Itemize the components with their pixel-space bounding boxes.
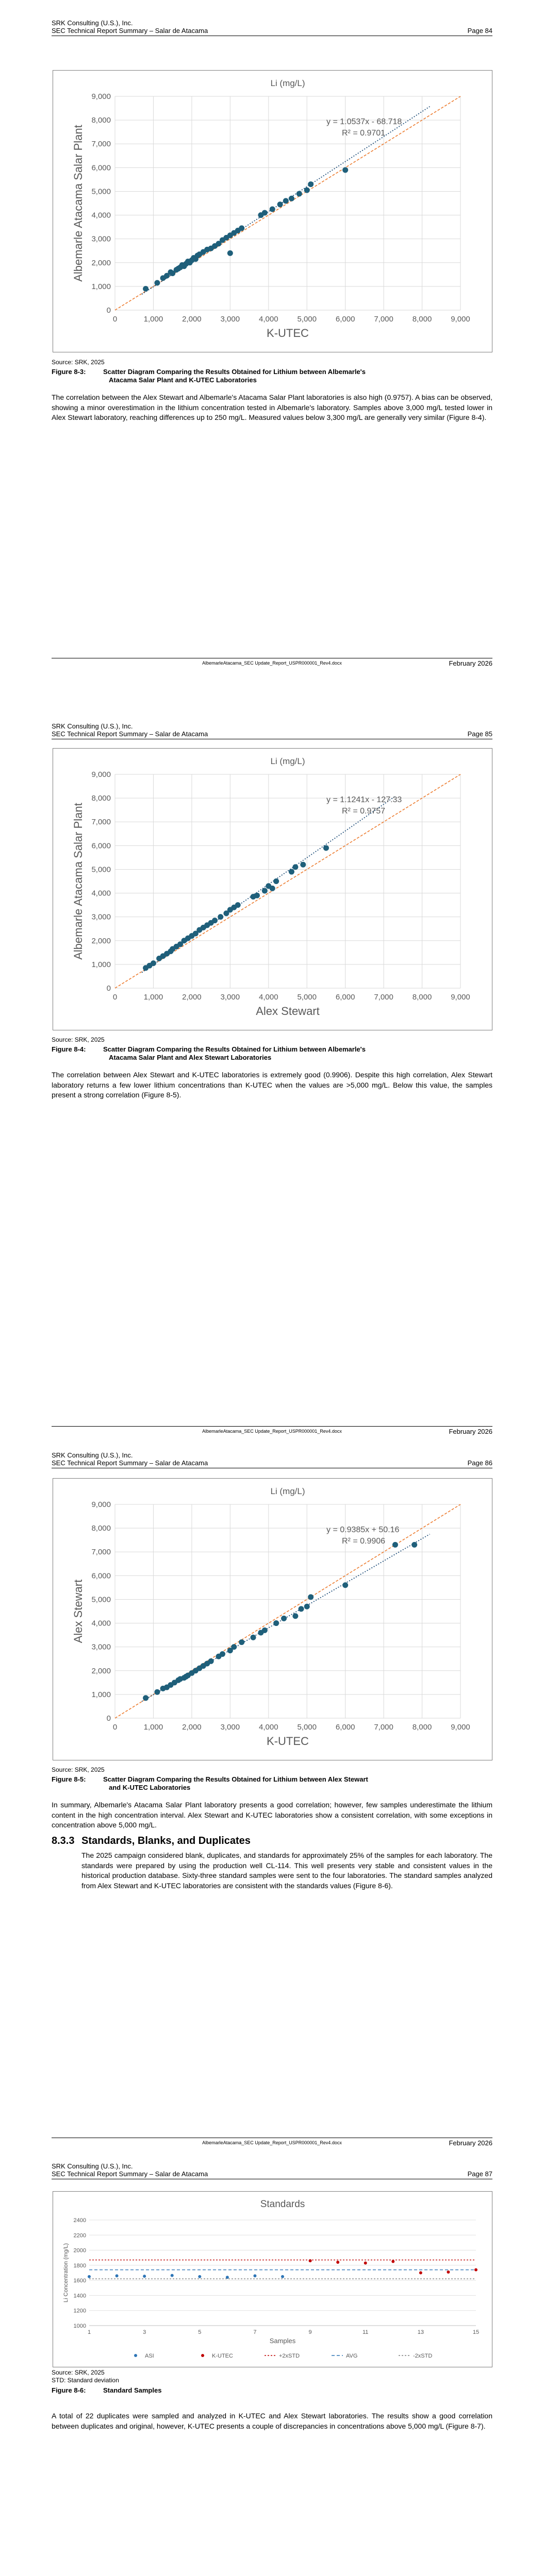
- x-tick-label: 4,000: [259, 1723, 278, 1732]
- data-point: [281, 1616, 287, 1621]
- y-tick-label: 6,000: [91, 841, 111, 851]
- data-point: [220, 1651, 225, 1657]
- chart-title: Li (mg/L): [270, 756, 305, 766]
- company-name: SRK Consulting (U.S.), Inc.: [52, 19, 133, 27]
- x-tick-label: 2,000: [182, 993, 202, 1002]
- data-point: [277, 201, 283, 207]
- y-tick-label: 5,000: [91, 1595, 111, 1604]
- figure-caption: [52, 368, 492, 384]
- legend-label: K-UTEC: [212, 2353, 233, 2359]
- x-tick-label: 15: [472, 2329, 480, 2335]
- x-tick-label: 7,000: [374, 1723, 393, 1732]
- data-point-asi: [226, 2276, 229, 2279]
- r-squared-label: R² = 0.9701: [342, 129, 386, 138]
- y-axis-title: Albemarle Atacama Salar Plant: [72, 803, 85, 960]
- y-tick-label: 3,000: [91, 234, 111, 244]
- y-tick-label: 1,000: [91, 1690, 111, 1699]
- caption-number: Figure 8-3:: [52, 368, 86, 376]
- y-tick-label: 2200: [73, 2232, 86, 2239]
- data-point: [342, 167, 348, 173]
- data-point: [218, 914, 223, 920]
- company-name: SRK Consulting (U.S.), Inc.: [52, 722, 133, 730]
- caption-line-1: Scatter Diagram Comparing the Results Obtained for Lithium between Alex Stewart: [103, 1775, 368, 1783]
- data-point: [292, 864, 298, 870]
- x-tick-label: 7,000: [374, 993, 393, 1002]
- y-tick-label: 7,000: [91, 1548, 111, 1557]
- body-paragraph: In summary, Albemarle's Atacama Salar Plant laboratory presents a good correlation; however, few samples underestimate the lithium content in the high concentration interval. Alex Stewart and K-UTEC laboratories show a consistent correlation, with some exceptions in concentration above 5,000 mg/L.: [52, 1801, 492, 1829]
- caption-line-1: Scatter Diagram Comparing the Results Obtained for Lithium between Albemarle's: [103, 368, 366, 376]
- x-tick-label: 4,000: [259, 993, 278, 1002]
- data-point: [273, 1620, 279, 1626]
- data-point: [283, 198, 289, 204]
- chart-title: Li (mg/L): [270, 78, 305, 88]
- y-tick-label: 8,000: [91, 116, 111, 125]
- data-point-asi: [253, 2274, 256, 2277]
- x-tick-label: 6,000: [335, 315, 355, 324]
- x-tick-label: 2,000: [182, 1723, 202, 1732]
- data-point-kutec: [474, 2268, 477, 2272]
- x-tick-label: 9,000: [451, 315, 470, 324]
- page-header: [52, 722, 492, 738]
- page-number: Page 84: [467, 27, 492, 35]
- y-tick-label: 2,000: [91, 936, 111, 945]
- x-tick-label: 9: [308, 2329, 312, 2335]
- caption-number: Figure 8-5:: [52, 1775, 86, 1783]
- data-point: [239, 1639, 244, 1645]
- page-number: Page 85: [467, 730, 492, 738]
- body-paragraph: A total of 22 duplicates were sampled and analyzed in K-UTEC and Alex Stewart laboratories. The results show a good correlation between duplicates and original, however, K-UTEC presents a couple of discrepancies in concentrations above 5,000 mg/L (Figure 8-7).: [52, 2412, 492, 2430]
- trendline-equation: y = 0.9385x + 50.16: [326, 1526, 400, 1534]
- x-tick-label: 1,000: [143, 993, 163, 1002]
- caption-line-2: Atacama Salar Plant and K-UTEC Laboratories: [109, 376, 257, 384]
- y-tick-label: 7,000: [91, 818, 111, 827]
- report-title: SEC Technical Report Summary – Salar de Atacama: [52, 1459, 208, 1467]
- legend-marker: [201, 2354, 204, 2357]
- y-tick-label: 1,000: [91, 960, 111, 969]
- y-tick-label: 1,000: [91, 282, 111, 291]
- x-tick-label: 0: [112, 993, 118, 1002]
- y-tick-label: 9,000: [91, 92, 111, 101]
- chart-figure-8-3: [53, 70, 492, 352]
- section-paragraph: The 2025 campaign considered blank, duplicates, and standards for approximately 25% of the samples for each laboratory. The standards were prepared by using the production well CL-114. This well presents very stable and consistent values in the historical production database. Sixty-three standard samples were sent to the four laboratories. The standard samples analyzed from Alex Stewart and K-UTEC laboratories are consistent with the standards values (Figure 8-6).: [81, 1851, 492, 1890]
- y-tick-label: 4,000: [91, 889, 111, 898]
- page-header: [52, 1451, 492, 1467]
- trendline-equation: y = 1.0537x - 68.718: [326, 117, 402, 126]
- chart-title: Standards: [260, 2199, 305, 2210]
- y-tick-label: 2,000: [91, 1666, 111, 1675]
- x-axis-title: Alex Stewart: [256, 1005, 320, 1018]
- x-tick-label: 5,000: [297, 993, 317, 1002]
- y-tick-label: 1200: [73, 2308, 86, 2314]
- x-tick-label: 5,000: [297, 1723, 317, 1732]
- legend-label: +2xSTD: [279, 2353, 300, 2359]
- footer-rule: [52, 1426, 492, 1427]
- body-paragraph: The correlation between Alex Stewart and K-UTEC laboratories is extremely good (0.9906). Despite this high correlation, Alex Stewart laboratory returns a few lower lithium concentrations than K-UTEC when the values are >5,000 mg/L. Below this value, the samples present a strong correlation (Figure 8-5).: [52, 1071, 492, 1099]
- company-name: SRK Consulting (U.S.), Inc.: [52, 2162, 133, 2170]
- data-point-kutec: [364, 2261, 367, 2264]
- x-tick-label: 4,000: [259, 315, 278, 324]
- y-tick-label: 1600: [73, 2278, 86, 2284]
- figure-source: Source: SRK, 2025: [52, 2369, 105, 2376]
- data-point: [304, 188, 310, 193]
- data-point: [154, 280, 160, 285]
- data-point: [289, 869, 294, 875]
- data-point: [299, 1606, 304, 1612]
- standards-line-chart: [53, 2192, 492, 2367]
- y-axis-title: Alex Stewart: [72, 1579, 85, 1643]
- data-point-asi: [281, 2275, 284, 2278]
- report-title: SEC Technical Report Summary – Salar de Atacama: [52, 730, 208, 738]
- data-point: [300, 862, 306, 868]
- data-point: [308, 1594, 314, 1600]
- r-squared-label: R² = 0.9757: [342, 807, 386, 816]
- data-point: [231, 1644, 237, 1650]
- data-point: [289, 196, 294, 201]
- data-point-asi: [116, 2274, 119, 2277]
- x-tick-label: 3,000: [220, 315, 240, 324]
- figure-note: STD: Standard deviation: [52, 2377, 119, 2384]
- footer-file: AlbemarleAtacama_SEC Update_Report_USPR000001_Rev4.docx: [202, 1429, 342, 1434]
- y-tick-label: 2,000: [91, 258, 111, 267]
- page-header: [52, 2162, 492, 2178]
- y-tick-label: 1400: [73, 2293, 86, 2299]
- caption-line-1: Scatter Diagram Comparing the Results Obtained for Lithium between Albemarle's: [103, 1045, 366, 1053]
- section-heading: [52, 1835, 251, 1847]
- footer-date: February 2026: [449, 659, 492, 667]
- y-tick-label: 8,000: [91, 1524, 111, 1533]
- y-tick-label: 3,000: [91, 1642, 111, 1652]
- chart-title: Li (mg/L): [270, 1486, 305, 1496]
- caption-line-2: and K-UTEC Laboratories: [109, 1784, 191, 1791]
- footer-date: February 2026: [449, 2139, 492, 2147]
- data-point: [212, 918, 218, 923]
- section-title: Standards, Blanks, and Duplicates: [81, 1835, 251, 1846]
- y-tick-label: 4,000: [91, 1619, 111, 1628]
- x-tick-label: 9,000: [451, 1723, 470, 1732]
- x-tick-label: 11: [362, 2329, 369, 2335]
- chart-figure-8-5: [53, 1478, 492, 1760]
- data-point-kutec: [447, 2270, 450, 2274]
- figure-caption: [52, 1775, 492, 1792]
- data-point: [262, 888, 268, 893]
- data-point: [342, 1582, 348, 1588]
- data-point: [323, 845, 329, 851]
- data-point: [143, 1695, 149, 1701]
- x-tick-label: 8,000: [412, 993, 432, 1002]
- x-axis-title: K-UTEC: [267, 1735, 309, 1748]
- legend-label: -2xSTD: [413, 2353, 433, 2359]
- y-tick-label: 2400: [73, 2217, 86, 2224]
- y-tick-label: 0: [106, 1714, 111, 1723]
- data-point-asi: [143, 2275, 146, 2278]
- x-axis-title: K-UTEC: [267, 327, 309, 340]
- page-number: Page 86: [467, 1459, 492, 1467]
- data-point: [270, 207, 275, 212]
- y-tick-label: 3,000: [91, 912, 111, 922]
- data-point: [254, 893, 260, 899]
- x-tick-label: 9,000: [451, 993, 470, 1002]
- x-tick-label: 13: [417, 2329, 424, 2335]
- data-point: [308, 181, 314, 187]
- x-tick-label: 3,000: [220, 1723, 240, 1732]
- data-point-asi: [198, 2275, 201, 2278]
- page-number: Page 87: [467, 2170, 492, 2178]
- x-tick-label: 6,000: [335, 993, 355, 1002]
- y-tick-label: 9,000: [91, 770, 111, 779]
- figure-caption: [52, 2386, 492, 2395]
- x-tick-label: 3,000: [220, 993, 240, 1002]
- data-point-kutec: [336, 2261, 339, 2264]
- y-tick-label: 6,000: [91, 163, 111, 173]
- x-axis-title: Samples: [269, 2337, 296, 2345]
- x-tick-label: 5,000: [297, 315, 317, 324]
- data-point-asi: [88, 2275, 91, 2278]
- page-header: [52, 19, 492, 35]
- figure-source: Source: SRK, 2025: [52, 359, 105, 366]
- data-point: [392, 1542, 398, 1548]
- scatter-plot: [53, 71, 492, 352]
- x-tick-label: 8,000: [412, 315, 432, 324]
- trendline-equation: y = 1.1241x - 127.33: [326, 795, 402, 804]
- data-point: [239, 225, 244, 231]
- y-tick-label: 1000: [73, 2323, 86, 2329]
- body-paragraph: The correlation between the Alex Stewart and Albemarle's Atacama Salar Plant laboratories is also high (0.9757). A bias can be observed, showing a minor overestimation in the lithium concentration tested in Albemarle's laboratory. Samples above 3,000 mg/L tested lower in Alex Stewart laboratory, reaching differences up to 250 mg/L. Measured values below 3,300 mg/L are generally very similar (Figure 8-4).: [52, 393, 492, 421]
- data-point: [292, 1613, 298, 1619]
- x-tick-label: 0: [112, 315, 118, 324]
- data-point: [273, 878, 279, 884]
- y-tick-label: 0: [106, 984, 111, 993]
- data-point: [262, 210, 268, 215]
- data-point: [154, 1689, 160, 1695]
- x-tick-label: 0: [112, 1723, 118, 1732]
- report-title: SEC Technical Report Summary – Salar de Atacama: [52, 27, 208, 35]
- data-point-kutec: [419, 2272, 422, 2275]
- data-point: [143, 286, 149, 292]
- x-tick-label: 1,000: [143, 1723, 163, 1732]
- x-tick-label: 2,000: [182, 315, 202, 324]
- y-tick-label: 9,000: [91, 1500, 111, 1509]
- figure-caption: [52, 1045, 492, 1062]
- data-point: [251, 1635, 256, 1640]
- x-tick-label: 7,000: [374, 315, 393, 324]
- legend-marker: [134, 2354, 137, 2357]
- caption-number: Figure 8-4:: [52, 1045, 86, 1053]
- x-tick-label: 1,000: [143, 315, 163, 324]
- r-squared-label: R² = 0.9906: [342, 1537, 386, 1546]
- footer-file: AlbemarleAtacama_SEC Update_Report_USPR000001_Rev4.docx: [202, 2140, 342, 2145]
- y-tick-label: 4,000: [91, 211, 111, 220]
- legend-label: ASI: [145, 2353, 154, 2359]
- caption-line-2: Atacama Salar Plant and Alex Stewart Laboratories: [109, 1054, 272, 1061]
- report-title: SEC Technical Report Summary – Salar de Atacama: [52, 2170, 208, 2178]
- data-point: [304, 1604, 310, 1609]
- data-point: [411, 1542, 417, 1548]
- footer-date: February 2026: [449, 1428, 492, 1435]
- y-tick-label: 5,000: [91, 187, 111, 196]
- scatter-plot: [53, 1479, 492, 1760]
- data-point: [227, 250, 233, 256]
- x-tick-label: 1: [87, 2329, 91, 2335]
- data-point: [151, 960, 156, 966]
- y-tick-label: 8,000: [91, 794, 111, 803]
- y-tick-label: 6,000: [91, 1571, 111, 1581]
- x-tick-label: 5: [198, 2329, 202, 2335]
- data-point: [296, 191, 302, 197]
- data-point: [270, 886, 275, 891]
- y-axis-title: Albemarle Atacama Salar Plant: [72, 125, 85, 282]
- y-tick-label: 7,000: [91, 140, 111, 149]
- data-point: [208, 1658, 214, 1664]
- legend-label: AVG: [346, 2353, 358, 2359]
- x-tick-label: 6,000: [335, 1723, 355, 1732]
- figure-source: Source: SRK, 2025: [52, 1766, 105, 1773]
- chart-figure-8-4: [53, 748, 492, 1030]
- caption-line-1: Standard Samples: [103, 2386, 162, 2394]
- y-tick-label: 0: [106, 306, 111, 315]
- footer-file: AlbemarleAtacama_SEC Update_Report_USPR000001_Rev4.docx: [202, 660, 342, 666]
- caption-number: Figure 8-6:: [52, 2386, 86, 2394]
- data-point: [262, 1628, 268, 1633]
- section-number: 8.3.3: [52, 1835, 75, 1846]
- data-point-asi: [171, 2274, 174, 2277]
- data-point: [235, 902, 241, 908]
- data-point-kutec: [391, 2260, 394, 2263]
- scatter-plot: [53, 749, 492, 1030]
- company-name: SRK Consulting (U.S.), Inc.: [52, 1451, 133, 1459]
- y-tick-label: 2000: [73, 2247, 86, 2254]
- y-axis-title: Li Concentration (mg/L): [63, 2243, 69, 2302]
- figure-source: Source: SRK, 2025: [52, 1036, 105, 1043]
- x-tick-label: 3: [143, 2329, 146, 2335]
- y-tick-label: 1800: [73, 2262, 86, 2269]
- chart-figure-8-6: [53, 2191, 492, 2367]
- x-tick-label: 8,000: [412, 1723, 432, 1732]
- y-tick-label: 5,000: [91, 865, 111, 874]
- x-tick-label: 7: [253, 2329, 257, 2335]
